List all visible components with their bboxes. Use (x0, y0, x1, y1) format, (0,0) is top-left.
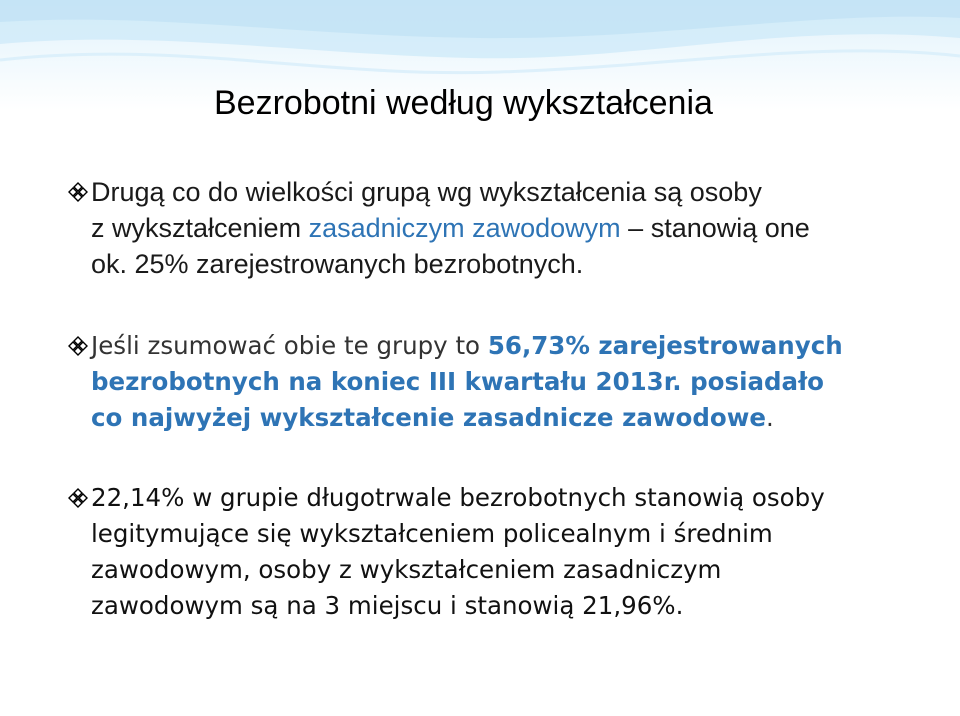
bullet-2-line-1-prefix: Jeśli zsumować obie te grupy to (91, 331, 488, 360)
bullet-2-line-3-suffix: . (765, 403, 774, 432)
bullet-1-line-2 (91, 210, 891, 246)
bullet-2-line-1 (91, 328, 891, 364)
bullet-3-line-1: 22,14% w grupie długotrwale bezrobotnych stanowią osoby (91, 483, 825, 512)
bullet-3-line-2: legitymujące się wykształceniem policealnym i średnim (91, 519, 773, 548)
four-diamond-bullet-icon (68, 488, 88, 508)
bullet-1-highlight: zasadniczym zawodowym (308, 213, 621, 243)
bullet-3-line-3: zawodowym, osoby z wykształceniem zasadniczym (91, 555, 722, 584)
four-diamond-bullet-icon (68, 336, 88, 356)
bullet-1-line-1: Drugą co do wielkości grupą wg wykształcenia są osoby (91, 177, 762, 207)
bullet-2-line-3 (91, 400, 891, 436)
bullet-3-line-4: zawodowym są na 3 miejscu i stanowią 21,96%. (91, 591, 684, 620)
bullet-2-highlight-1: 56,73% zarejestrowanych (487, 331, 843, 360)
slide-title: Bezrobotni według wykształcenia (214, 84, 713, 122)
bullet-1-line-2-prefix: z wykształceniem (91, 213, 309, 243)
bullet-2-line-2: bezrobotnych na koniec III kwartału 2013r. posiadało (91, 367, 825, 396)
bullet-2-highlight-3: co najwyżej wykształcenie zasadnicze zawodowe (91, 403, 766, 432)
four-diamond-bullet-icon (68, 182, 88, 202)
bullet-2-text (91, 328, 891, 436)
bullet-1-line-2-suffix: – stanowią one (620, 213, 810, 243)
bullet-1-line-3: ok. 25% zarejestrowanych bezrobotnych. (91, 249, 584, 279)
bullet-3-text (91, 480, 891, 624)
bullet-1-text (91, 174, 891, 282)
